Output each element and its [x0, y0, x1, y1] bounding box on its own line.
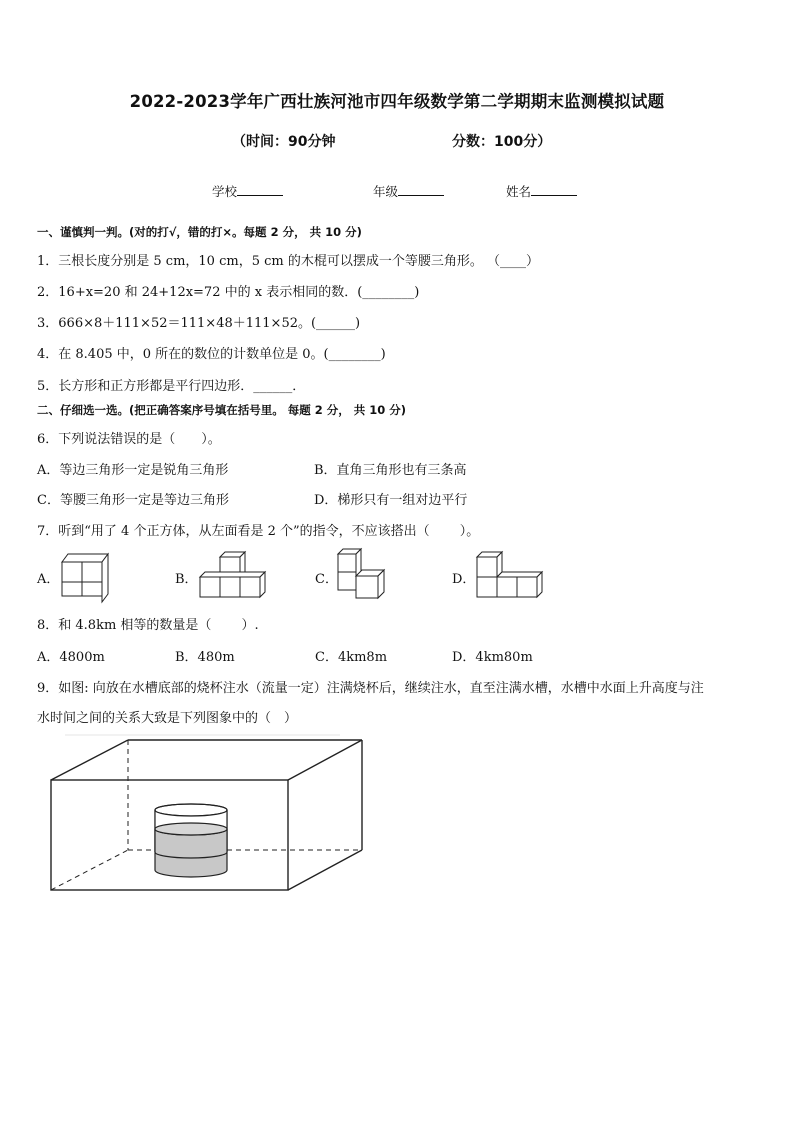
q7-label-b: B． — [175, 572, 198, 587]
name-field[interactable] — [506, 182, 577, 200]
exam-time: （时间：90分钟 — [232, 134, 336, 150]
school-blank[interactable] — [237, 183, 283, 196]
exam-score: 分数：100分） — [452, 134, 552, 150]
question-8: 8．和 4.8km 相等的数量是（ ）. — [37, 618, 259, 633]
question-6: 6．下列说法错误的是（ ）。 — [37, 432, 221, 447]
q6-option-d: D．梯形只有一组对边平行 — [314, 493, 468, 508]
grade-label: 年级 — [373, 184, 399, 199]
name-label: 姓名 — [506, 184, 532, 199]
exam-title: 2022-2023学年广西壮族河池市四年级数学第二学期期末监测模拟试题 — [129, 92, 665, 111]
q7-figure-c — [335, 547, 387, 599]
q8-option-d: D．4km80m — [452, 650, 533, 665]
grade-blank[interactable] — [398, 183, 444, 196]
q8-option-c: C．4km8m — [315, 650, 388, 665]
q7-label-c: C． — [315, 572, 338, 587]
q6-option-a: A．等边三角形一定是锐角三角形 — [37, 463, 229, 478]
question-5: 5．长方形和正方形都是平行四边形．______． — [37, 379, 306, 394]
q7-label-d: D． — [452, 572, 476, 587]
q7-figure-b — [198, 550, 268, 598]
q7-figure-a — [60, 550, 110, 598]
q7-figure-d — [475, 550, 545, 598]
q7-label-a: A． — [37, 572, 60, 587]
question-7: 7．听到“用了 4 个正方体，从左面看是 2 个”的指令，不应该搭出（ ）。 — [37, 524, 480, 539]
grade-field[interactable] — [373, 182, 444, 200]
q8-option-a: A．4800m — [37, 650, 105, 665]
school-field[interactable] — [212, 182, 283, 200]
section1-heading: 一、谨慎判一判。(对的打√，错的打×。每题 2 分， 共 10 分) — [37, 225, 362, 239]
beaker — [155, 804, 227, 877]
q8-option-b: B．480m — [175, 650, 235, 665]
q6-option-c: C．等腰三角形一定是等边三角形 — [37, 493, 229, 508]
question-9-line2: 水时间之间的关系大致是下列图象中的（ ） — [37, 711, 298, 726]
school-label: 学校 — [212, 184, 238, 199]
q6-option-b: B．直角三角形也有三条高 — [314, 463, 467, 478]
question-9-line1: 9．如图: 向放在水槽底部的烧杯注水（流量一定）注满烧杯后，继续注水，直至注满水槽，水槽中水面上升高度与注 — [37, 681, 704, 696]
question-3: 3．666×8＋111×52＝111×48＋111×52。(______) — [37, 316, 361, 331]
water-tank-figure — [40, 730, 375, 900]
name-blank[interactable] — [531, 183, 577, 196]
question-4: 4．在 8.405 中，0 所在的数位的计数单位是 0。(________) — [37, 347, 386, 362]
section2-heading: 二、仔细选一选。(把正确答案序号填在括号里。 每题 2 分， 共 10 分) — [37, 403, 407, 417]
question-2: 2．16+x=20 和 24+12x=72 中的 x 表示相同的数．(________) — [37, 285, 420, 300]
question-1: 1．三根长度分别是 5 cm，10 cm，5 cm 的木棍可以摆成一个等腰三角形。 （____） — [37, 254, 539, 269]
